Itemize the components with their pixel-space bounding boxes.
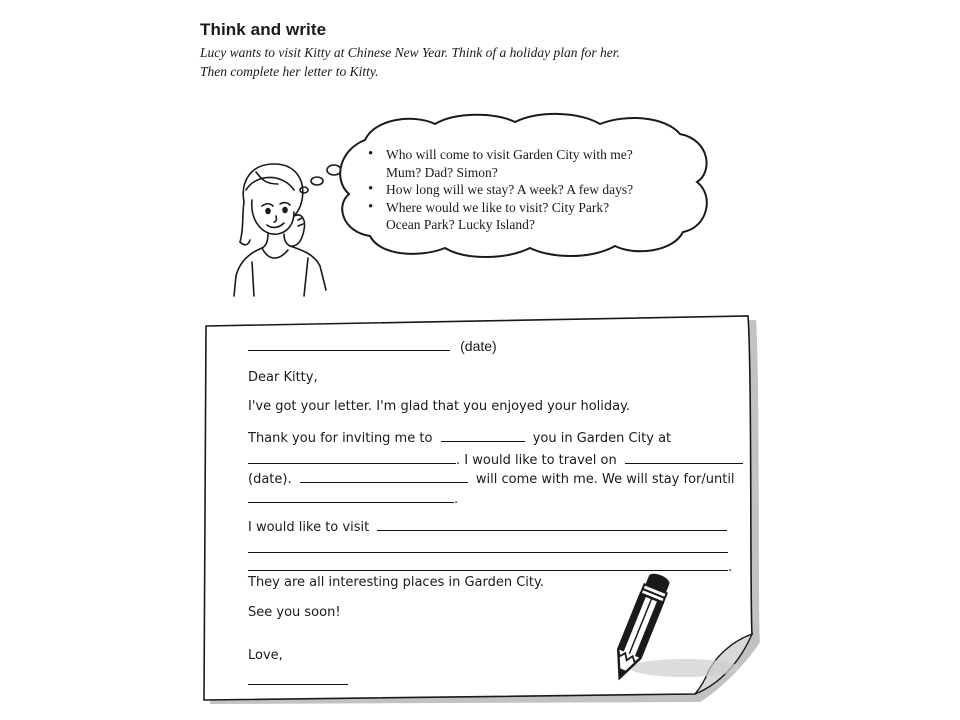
- letter-greeting: Dear Kitty,: [248, 370, 318, 385]
- letter-line-3: . I would like to travel on: [248, 451, 743, 468]
- bubble-question-2: • How long will we stay? A week? A few days?: [368, 181, 708, 199]
- page-title: Think and write: [200, 20, 327, 39]
- occasion-blank[interactable]: [248, 451, 456, 464]
- letter-sign-off: Love,: [248, 648, 283, 663]
- places-blank-2[interactable]: [248, 540, 728, 553]
- letter-see-you: See you soon!: [248, 605, 341, 620]
- places-blank-3[interactable]: [248, 558, 728, 571]
- thinking-girl-illustration: [222, 150, 342, 300]
- thought-bubble-list: [368, 146, 708, 234]
- letter-date-line: (date): [248, 338, 497, 355]
- letter-line-6: I would like to visit: [248, 518, 727, 535]
- letter-line-2: Thank you for inviting me to you in Garden City at: [248, 431, 672, 446]
- letter-signature-line: [248, 672, 348, 689]
- letter-closing-line: They are all interesting places in Garden City.: [248, 575, 544, 590]
- pencil-icon: [600, 572, 680, 688]
- instruction-line-1: Lucy wants to visit Kitty at Chinese New Year. Think of a holiday plan for her.: [200, 45, 620, 60]
- travel-date-blank[interactable]: [625, 451, 743, 464]
- letter-line-4: (date). will come with me. We will stay for/until: [248, 472, 735, 487]
- invite-verb-blank[interactable]: [441, 429, 525, 442]
- bubble-question-3: • Where would we like to visit? City Park? Ocean Park? Lucky Island?: [368, 199, 708, 234]
- date-blank[interactable]: [248, 338, 450, 351]
- letter-line-7: [248, 540, 728, 557]
- letter-line-5: .: [248, 490, 458, 507]
- letter-line-8: .: [248, 558, 732, 575]
- bubble-question-1: • Who will come to visit Garden City with me? Mum? Dad? Simon?: [368, 146, 708, 181]
- letter-line-1: I've got your letter. I'm glad that you enjoyed your holiday.: [248, 399, 631, 414]
- signature-blank[interactable]: [248, 672, 348, 685]
- places-blank-1[interactable]: [377, 518, 727, 531]
- companion-blank[interactable]: [300, 470, 468, 483]
- instruction-line-2: Then complete her letter to Kitty.: [200, 64, 379, 79]
- stay-duration-blank[interactable]: [248, 490, 454, 503]
